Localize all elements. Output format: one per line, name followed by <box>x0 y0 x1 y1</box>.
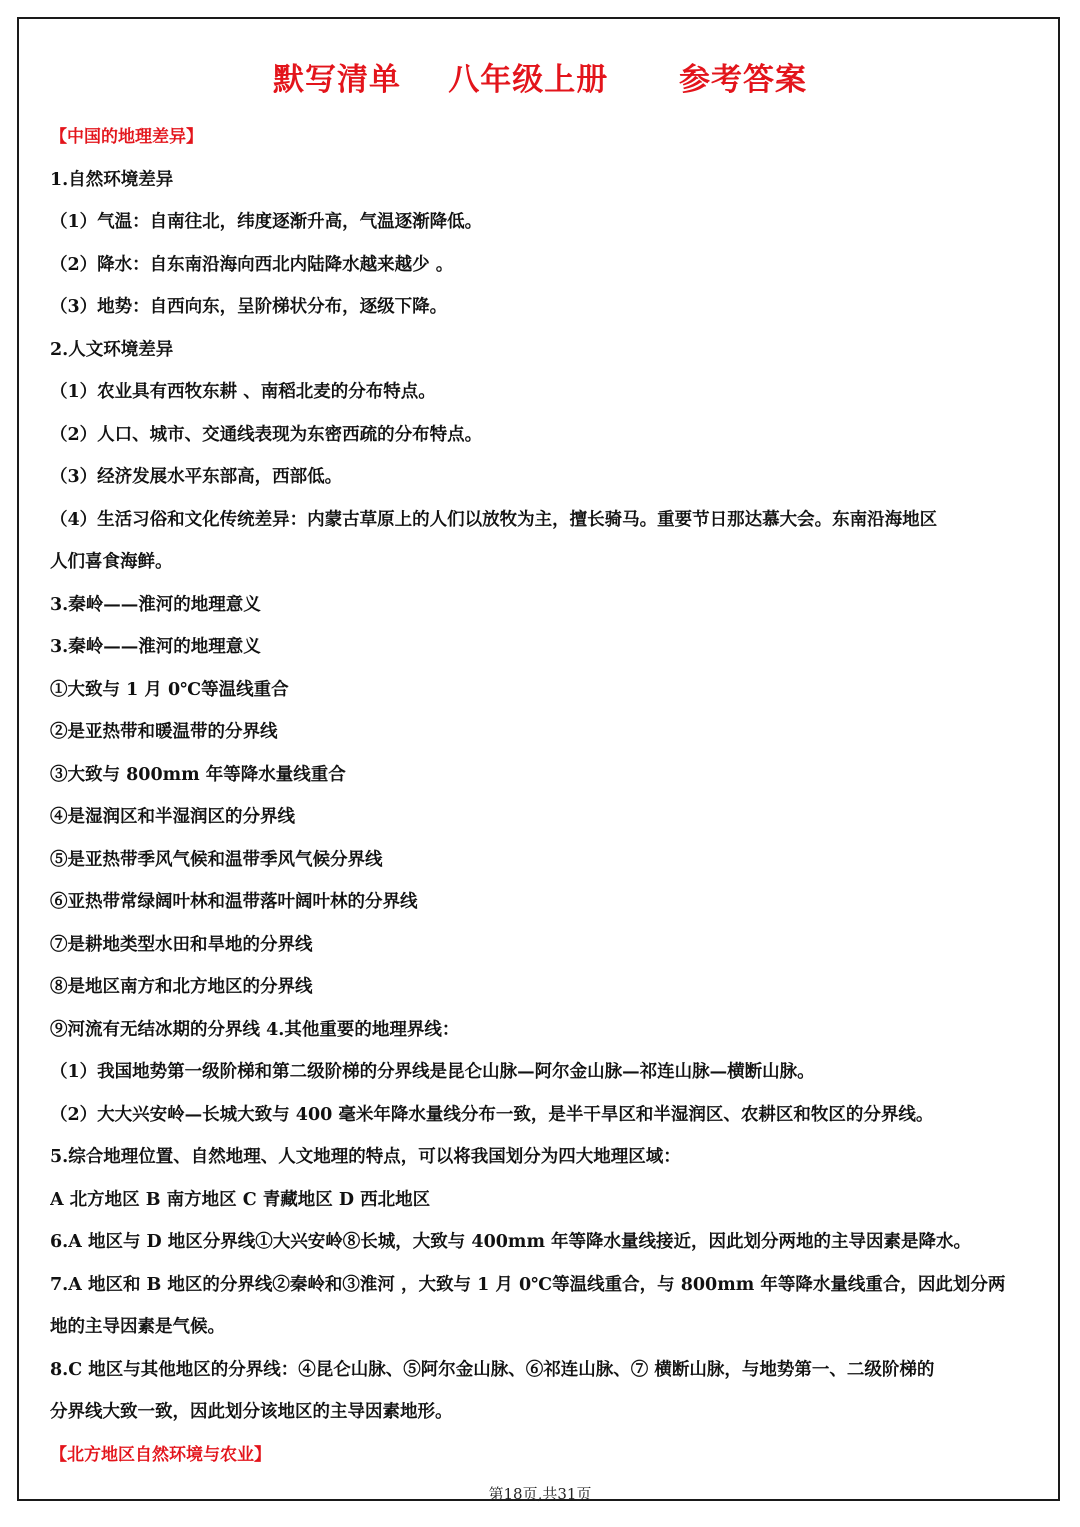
text-line: （2）人口、城市、交通线表现为东密西疏的分布特点。 <box>50 424 483 445</box>
page-number: 第18页,共31页 <box>488 1485 592 1503</box>
text-line: 地的主导因素是气候。 <box>50 1317 225 1337</box>
text-line: （2）大大兴安岭—长城大致与 400 毫米年降水量线分布一致，是半干旱区和半湿润区、农耕区和牧区的分界线。 <box>50 1104 934 1125</box>
text-line: 1.自然环境差异 <box>50 169 174 190</box>
text-line: （1）我国地势第一级阶梯和第二级阶梯的分界线是昆仑山脉—阿尔金山脉—祁连山脉—横断山脉。 <box>50 1062 815 1082</box>
text-line: ⑥亚热带常绿阔叶林和温带落叶阔叶林的分界线 <box>50 892 418 912</box>
text-line: （1）气温：自南往北，纬度逐渐升高，气温逐渐降低。 <box>50 212 483 232</box>
text-line: （3）经济发展水平东部高，西部低。 <box>50 467 343 487</box>
text-line: ⑨河流有无结冰期的分界线 4.其他重要的地理界线： <box>50 1019 460 1040</box>
text-line: 分界线大致一致，因此划分该地区的主导因素地形。 <box>50 1402 453 1422</box>
text-line: ⑦是耕地类型水田和旱地的分界线 <box>50 934 313 955</box>
text-line: ⑤是亚热带季风气候和温带季风气候分界线 <box>50 849 383 870</box>
text-line: 7.A 地区和 B 地区的分界线②秦岭和③淮河 ，大致与 1 月 0℃等温线重合，与 800mm 年等降水量线重合，因此划分两 <box>50 1274 1006 1295</box>
document-body <box>50 116 1028 1476</box>
text-line: A 北方地区 B 南方地区 C 青藏地区 D 西北地区 <box>50 1189 431 1210</box>
text-line: 人们喜食海鲜。 <box>50 552 173 572</box>
text-line: （2）降水：自东南沿海向西北内陆降水越来越少 。 <box>50 254 454 275</box>
text-line: ④是湿润区和半湿润区的分界线 <box>50 807 295 827</box>
text-line: （4）生活习俗和文化传统差异：内蒙古草原上的人们以放牧为主，擅长骑马。重要节日那达慕大会。东南沿海地区 <box>50 509 938 530</box>
text-line: ③大致与 800mm 年等降水量线重合 <box>50 764 346 785</box>
text-line: ②是亚热带和暖温带的分界线 <box>50 722 278 742</box>
text-line: 5.综合地理位置、自然地理、人文地理的特点，可以将我国划分为四大地理区域： <box>50 1147 681 1167</box>
text-line: ①大致与 1 月 0℃等温线重合 <box>50 679 289 700</box>
text-line: 6.A 地区与 D 地区分界线①大兴安岭⑧长城，大致与 400mm 年等降水量线接近，因此划分两地的主导因素是降水。 <box>50 1232 972 1252</box>
text-line: 8.C 地区与其他地区的分界线：④昆仑山脉、⑤阿尔金山脉、⑥祁连山脉、⑦ 横断山脉，与地势第一、二级阶梯的 <box>50 1359 935 1380</box>
text-line: 3.秦岭——淮河的地理意义 <box>50 594 261 615</box>
text-line: 2.人文环境差异 <box>50 339 174 360</box>
text-line: （1）农业具有西牧东耕 、南稻北麦的分布特点。 <box>50 382 436 402</box>
text-line: ⑧是地区南方和北方地区的分界线 <box>50 977 313 997</box>
text-line: 3.秦岭——淮河的地理意义 <box>50 637 261 657</box>
page-title: 默写清单 八年级上册 参考答案 <box>273 62 807 98</box>
section-heading: 【北方地区自然环境与农业】 <box>50 1444 271 1465</box>
section-heading: 【中国的地理差异】 <box>50 127 203 147</box>
text-line: （3）地势：自西向东，呈阶梯状分布，逐级下降。 <box>50 297 448 317</box>
